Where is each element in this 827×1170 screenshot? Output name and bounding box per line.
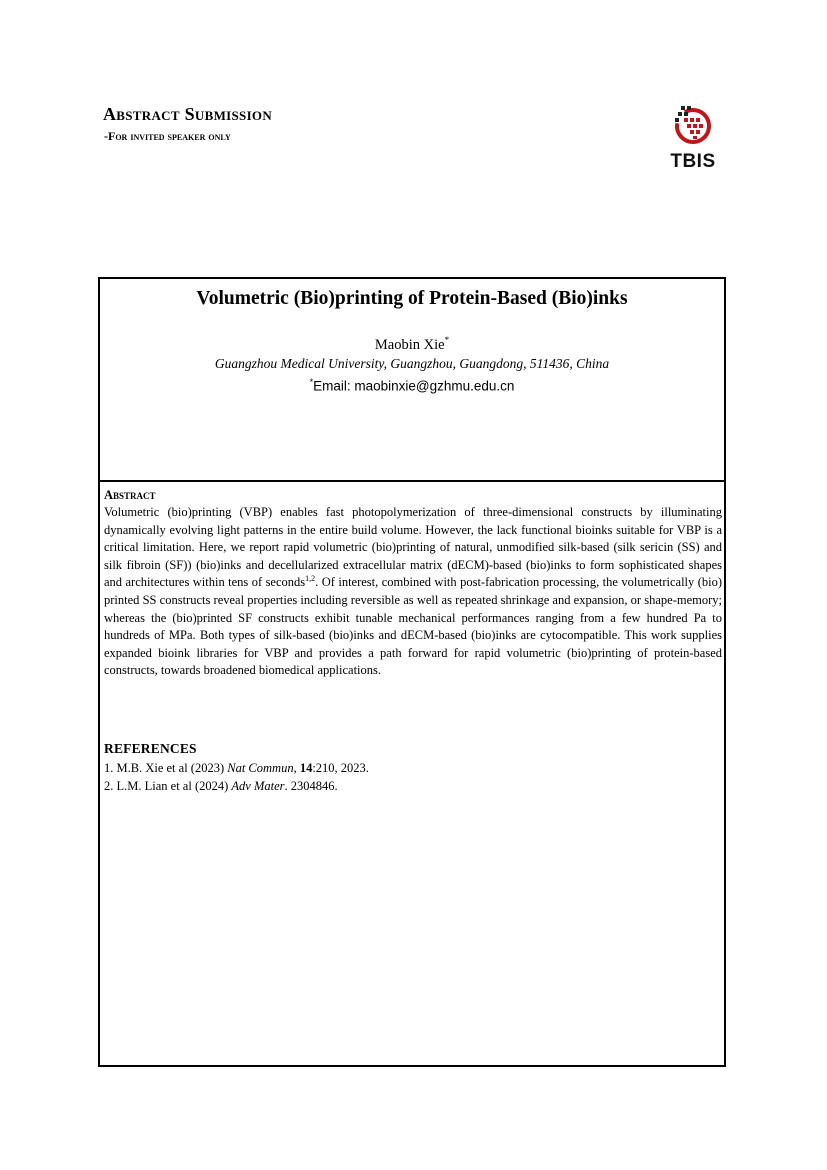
reference-prefix: 2. L.M. Lian et al (2024) bbox=[104, 778, 232, 793]
header-title: Abstract Submission bbox=[103, 104, 273, 124]
globe-logo-icon bbox=[664, 104, 722, 154]
references-heading: REFERENCES bbox=[104, 741, 197, 756]
abstract-heading: Abstract bbox=[104, 488, 156, 502]
header-subtitle: -For invited speaker only bbox=[104, 129, 231, 143]
logo-text: TBIS bbox=[670, 151, 716, 172]
abstract-text-1: Volumetric (bio)printing (VBP) enables fast photopolymerization of three-dimensional constructs by illuminating dynamically evolving light patterns in the entire build volume. However, the lack functional bioinks suitable for VBP is a critical limitation. Here, we report rapid volumetric (bio)printing of natural, unmodified silk-based (silk sericin (SS) and silk fibroin (SF)) (bio)inks and decellularized extracellular matrix (dECM)-based (bio)inks to form sophisticated shapes and architectures within tens of seconds bbox=[104, 505, 722, 590]
section-divider bbox=[100, 480, 724, 482]
reference-sep: , bbox=[293, 761, 300, 775]
author-mark: * bbox=[444, 335, 450, 345]
author-name: Maobin Xie bbox=[374, 336, 445, 353]
reference-prefix: 1. M.B. Xie et al (2023) bbox=[104, 761, 228, 775]
tbis-logo bbox=[664, 104, 722, 174]
affiliation: Guangzhou Medical University, Guangzhou, Guangdong, 511436, China bbox=[214, 356, 610, 371]
paper-title: Volumetric (Bio)printing of Protein-Based (Bio)inks bbox=[196, 288, 628, 309]
email-mark: * bbox=[309, 377, 314, 387]
abstract-frame bbox=[98, 277, 726, 1067]
reference-journal: Adv Mater bbox=[231, 778, 285, 793]
author-line bbox=[100, 335, 724, 354]
reference-journal: Nat Commun bbox=[227, 761, 294, 775]
abstract-text-2: . Of interest, combined with post-fabrication processing, the volumetrically (bio) printed SS constructs reveal properties including reversible as well as repeated shrinkage and expansion, or shape-memory; whereas the (bio)printed SF constructs exhibit tunable mechanical performances ranging from a few hundred Pa to hundreds of MPa. Both types of silk-based (bio)inks and dECM-based (bio)inks are cytocompatible. This work supplies expanded bioink libraries for VBP and provides a path forward for rapid volumetric (bio)printing of protein-based constructs, towards broadened biomedical applications. bbox=[104, 575, 723, 678]
citation-mark: 1,2 bbox=[305, 574, 316, 584]
reference-item bbox=[104, 760, 369, 778]
reference-item bbox=[104, 778, 369, 796]
reference-rest: :210, 2023. bbox=[312, 761, 369, 775]
reference-rest: . 2304846. bbox=[284, 778, 338, 793]
references-list bbox=[104, 760, 369, 795]
email-line bbox=[100, 377, 724, 394]
abstract-body bbox=[104, 504, 722, 680]
email-text: Email: maobinxie@gzhmu.edu.cn bbox=[313, 378, 515, 394]
reference-volume: 14 bbox=[299, 761, 313, 775]
